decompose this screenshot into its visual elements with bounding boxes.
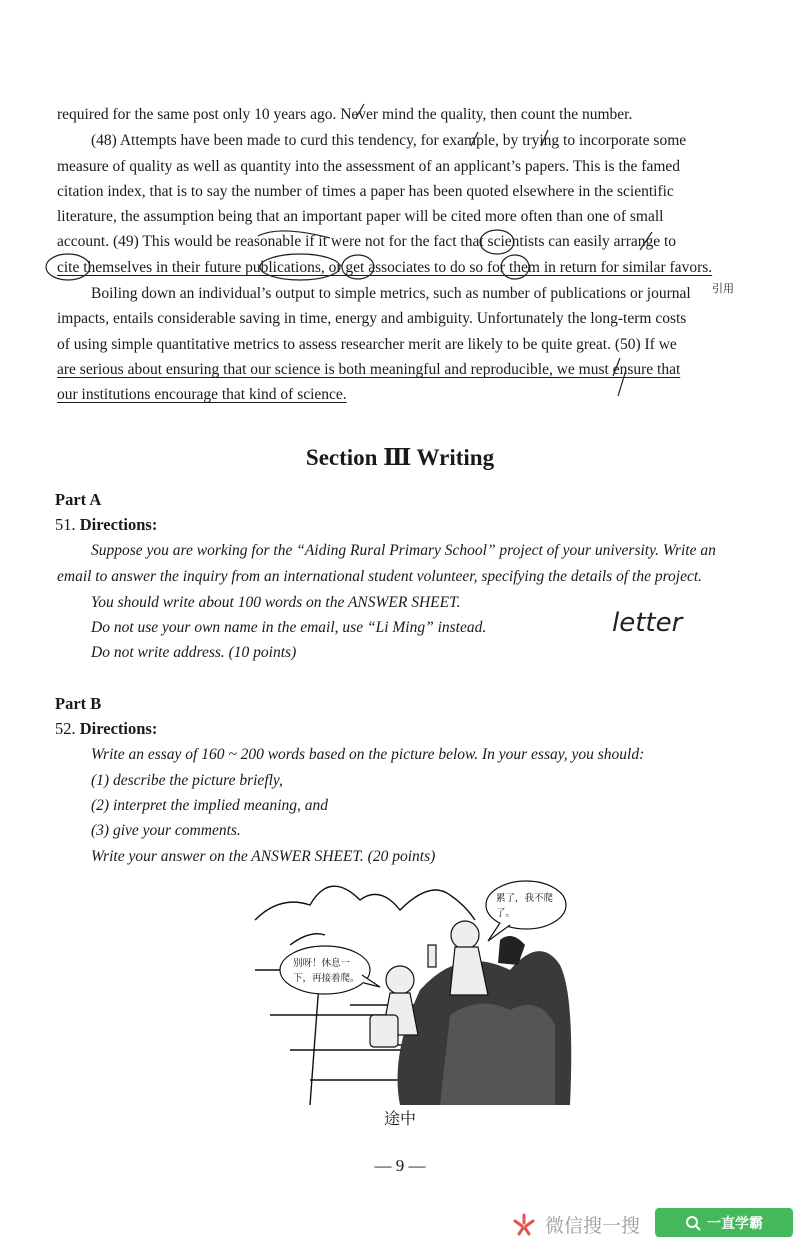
cartoon-illustration bbox=[250, 875, 575, 1105]
wechat-search-watermark bbox=[505, 1205, 800, 1245]
passage-line-2: (48) Attempts have been made to curd this tendency, for example, by trying to incorporate some bbox=[91, 132, 687, 149]
bubble-left-line-1: 别呀！休息一 bbox=[293, 958, 351, 969]
passage-line-1: required for the same post only 10 years ago. Never mind the quality, then count the number. bbox=[57, 106, 633, 123]
part-a-directions bbox=[55, 515, 157, 535]
question-number-51: 51. bbox=[55, 515, 76, 534]
passage-line-6: account. (49) This would be reasonable if it were not for the fact that scientists can easily arrange to bbox=[57, 233, 677, 250]
part-b-text-1: Write an essay of 160 ~ 200 words based on the picture below. In your essay, you should: bbox=[91, 746, 645, 763]
part-a-text-5: Do not write address. (10 points) bbox=[91, 644, 297, 661]
directions-label: Directions: bbox=[79, 515, 158, 534]
handwritten-note-citation: 引用 bbox=[712, 282, 734, 295]
part-b-text-2: (1) describe the picture briefly, bbox=[91, 772, 283, 789]
part-a-text-2: email to answer the inquiry from an international student volunteer, specifying the details of the project. bbox=[57, 568, 703, 585]
passage-line-5: literature, the assumption being that an important paper will be cited more often than one of small bbox=[57, 208, 664, 225]
watermark-text: 微信搜一搜 bbox=[545, 1215, 641, 1237]
search-icon bbox=[685, 1215, 701, 1231]
part-b-label: Part B bbox=[55, 694, 102, 713]
part-a-text-4: Do not use your own name in the email, use “Li Ming” instead. bbox=[91, 619, 487, 636]
part-a-text-3: You should write about 100 words on the ANSWER SHEET. bbox=[91, 594, 461, 611]
passage-line-9: impacts, entails considerable saving in time, energy and ambiguity. Unfortunately the long-term costs bbox=[57, 310, 687, 327]
question-number-52: 52. bbox=[55, 719, 76, 738]
wechat-search-logo-icon bbox=[511, 1212, 537, 1238]
watermark-search-button[interactable] bbox=[655, 1208, 793, 1237]
directions-label: Directions: bbox=[79, 719, 158, 738]
part-b-text-4: (3) give your comments. bbox=[91, 822, 241, 839]
bubble-left-line-2: 下，再接着爬。 bbox=[293, 973, 360, 984]
passage-line-4: citation index, that is to say the number of times a paper has been quoted elsewhere in the scientific bbox=[57, 183, 674, 200]
part-a-text-1: Suppose you are working for the “Aiding Rural Primary School” project of your university. Write an bbox=[91, 542, 716, 559]
section-title: Section Ⅲ Writing bbox=[305, 445, 495, 470]
passage-line-12: our institutions encourage that kind of science. bbox=[57, 386, 347, 403]
bubble-right-line-2: 了。 bbox=[496, 908, 516, 919]
handwritten-annotations bbox=[0, 0, 800, 420]
watermark-button-label: 一直学霸 bbox=[707, 1215, 763, 1232]
handwritten-note-letter: letter bbox=[612, 608, 683, 638]
part-b-directions bbox=[55, 719, 157, 739]
cartoon-caption: 途中 bbox=[383, 1109, 416, 1128]
passage-line-7: cite themselves in their future publications, or get associates to do so for them in return for similar favors. bbox=[57, 259, 713, 276]
passage-line-11: are serious about ensuring that our science is both meaningful and reproducible, we must ensure that bbox=[57, 361, 681, 378]
page-number: — 9 — bbox=[374, 1156, 426, 1175]
part-b-text-5: Write your answer on the ANSWER SHEET. (20 points) bbox=[91, 848, 436, 865]
passage-line-8: Boiling down an individual’s output to simple metrics, such as number of publications or journal bbox=[91, 285, 691, 302]
part-a-label: Part A bbox=[55, 490, 102, 509]
passage-line-10: of using simple quantitative metrics to assess researcher merit are likely to be quite great. (50) If we bbox=[57, 336, 677, 353]
part-b-text-3: (2) interpret the implied meaning, and bbox=[91, 797, 329, 814]
bubble-right-line-1: 累了，我不爬 bbox=[496, 893, 554, 904]
passage-line-3: measure of quality as well as quantity into the assessment of an applicant’s papers. This is the famed bbox=[57, 158, 681, 175]
